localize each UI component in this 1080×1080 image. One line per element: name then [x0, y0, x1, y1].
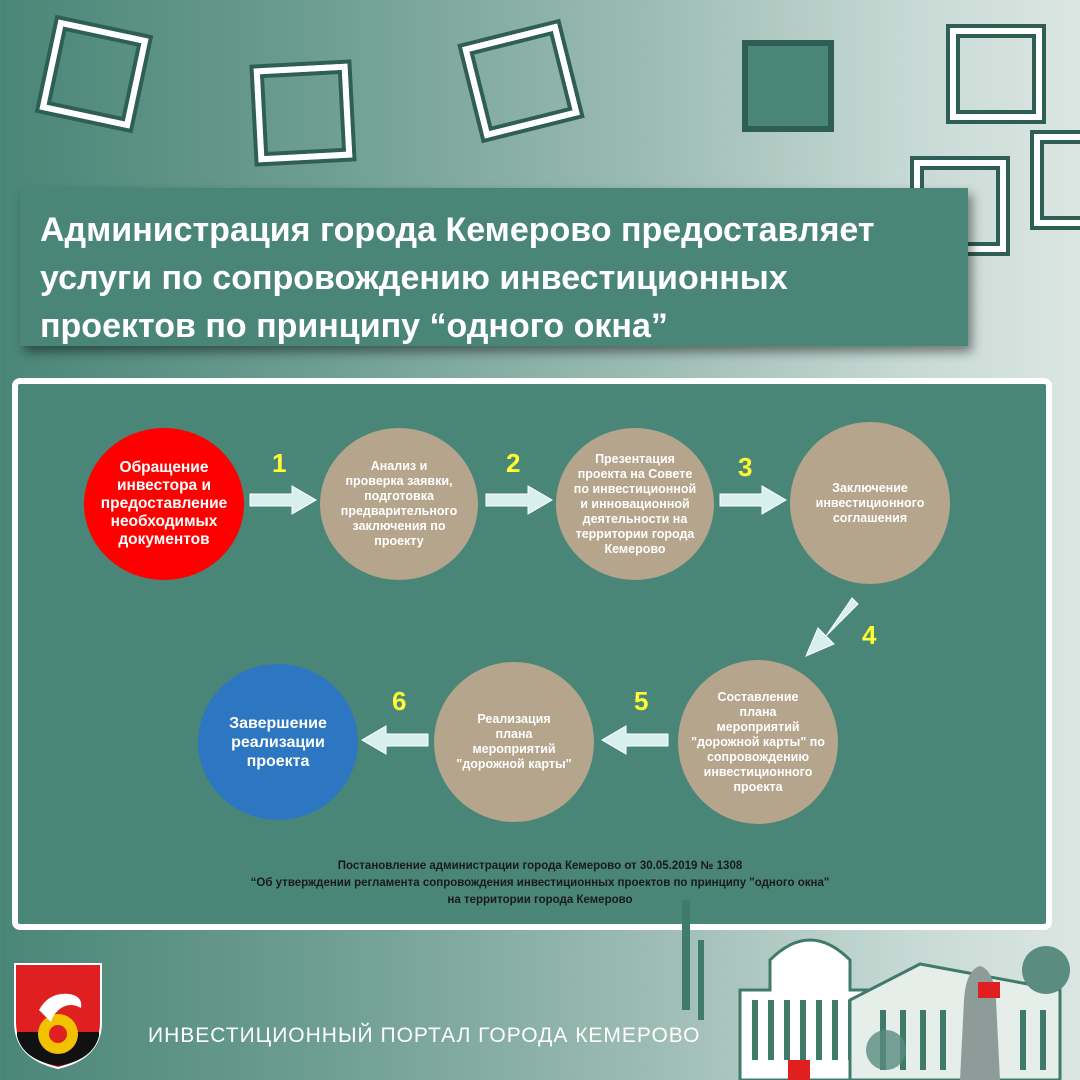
step-text: Завершение [229, 714, 327, 732]
step-text: Обращение [119, 459, 209, 476]
arrow-icon [600, 724, 670, 756]
arrow-icon [800, 596, 860, 660]
step-text: плана [495, 727, 533, 741]
step-text: реализации [231, 733, 325, 751]
city-buildings-illustration [660, 880, 1080, 1080]
arrow-icon [718, 484, 788, 516]
decor-square [742, 40, 834, 132]
decor-square [950, 28, 1042, 120]
step-text: документов [118, 531, 210, 548]
step-text: проекта [246, 752, 310, 770]
decor-square [462, 24, 580, 139]
arrow-icon [484, 484, 554, 516]
step-text: Презентация [595, 451, 675, 466]
step-text: Анализ и [370, 459, 428, 473]
step-text: Реализация [477, 712, 551, 726]
title-banner [20, 188, 968, 346]
step-7-circle [198, 664, 358, 820]
step-text: заключения по [352, 519, 446, 533]
step-text: по инвестиционной [573, 481, 697, 496]
step-number: 4 [862, 620, 877, 650]
step-text: проверка заявки, [345, 474, 453, 488]
decor-square [39, 19, 148, 128]
step-text: "дорожной карты" по [691, 734, 825, 749]
step-text: необходимых [110, 513, 218, 530]
step-text: соглашения [832, 510, 908, 525]
footnote-line: на территории города Кемерово [447, 894, 633, 906]
step-text: инвестиционного [703, 764, 813, 779]
step-text: Составление [717, 689, 799, 704]
step-text: подготовка [364, 489, 434, 503]
step-text: Заключение [832, 480, 908, 495]
step-3-circle [556, 428, 714, 580]
decor-square [1034, 134, 1080, 226]
step-1-circle [84, 428, 244, 580]
step-text: проекта [733, 779, 783, 794]
footnote-line: “Об утверждении регламента сопровождения инвестиционных проектов по принципу "одного окна" [250, 877, 830, 889]
step-text: Кемерово [604, 541, 666, 556]
step-text: предварительного [340, 504, 458, 518]
step-5-circle [678, 660, 838, 824]
step-number: 3 [738, 452, 753, 482]
step-text: мероприятий [716, 719, 800, 734]
step-2-circle [320, 428, 478, 580]
step-4-circle [790, 422, 950, 584]
step-text: сопровождению [706, 749, 810, 764]
step-text: территории города [575, 526, 695, 541]
step-text: "дорожной карты" [456, 757, 572, 771]
arrow-icon [360, 724, 430, 756]
step-text: инвестора и [116, 477, 211, 494]
title-line: Администрация города Кемерово предоставляет [40, 211, 875, 249]
step-text: и инновационной [580, 496, 690, 511]
decor-square [254, 64, 353, 163]
step-text: проекту [374, 534, 424, 548]
step-text: проекта на Совете [577, 466, 693, 481]
footnote-line: Постановление администрации города Кемерово от 30.05.2019 № 1308 [337, 860, 743, 872]
title-line: услуги по сопровождению инвестиционных [40, 259, 788, 297]
step-number: 6 [392, 686, 407, 716]
step-number: 1 [272, 448, 287, 478]
step-6-circle [434, 662, 594, 822]
step-text: мероприятий [472, 742, 556, 756]
step-text: плана [739, 704, 777, 719]
arrow-icon [248, 484, 318, 516]
step-number: 5 [634, 686, 649, 716]
kemerovo-coat-of-arms-icon [13, 962, 103, 1070]
step-number: 2 [506, 448, 521, 478]
title-line: проектов по принципу “одного окна” [40, 307, 668, 345]
step-text: деятельности на [582, 511, 688, 526]
step-text: инвестиционного [815, 495, 925, 510]
step-text: предоставление [100, 495, 228, 512]
portal-label: ИНВЕСТИЦИОННЫЙ ПОРТАЛ ГОРОДА КЕМЕРОВО [148, 1024, 701, 1047]
